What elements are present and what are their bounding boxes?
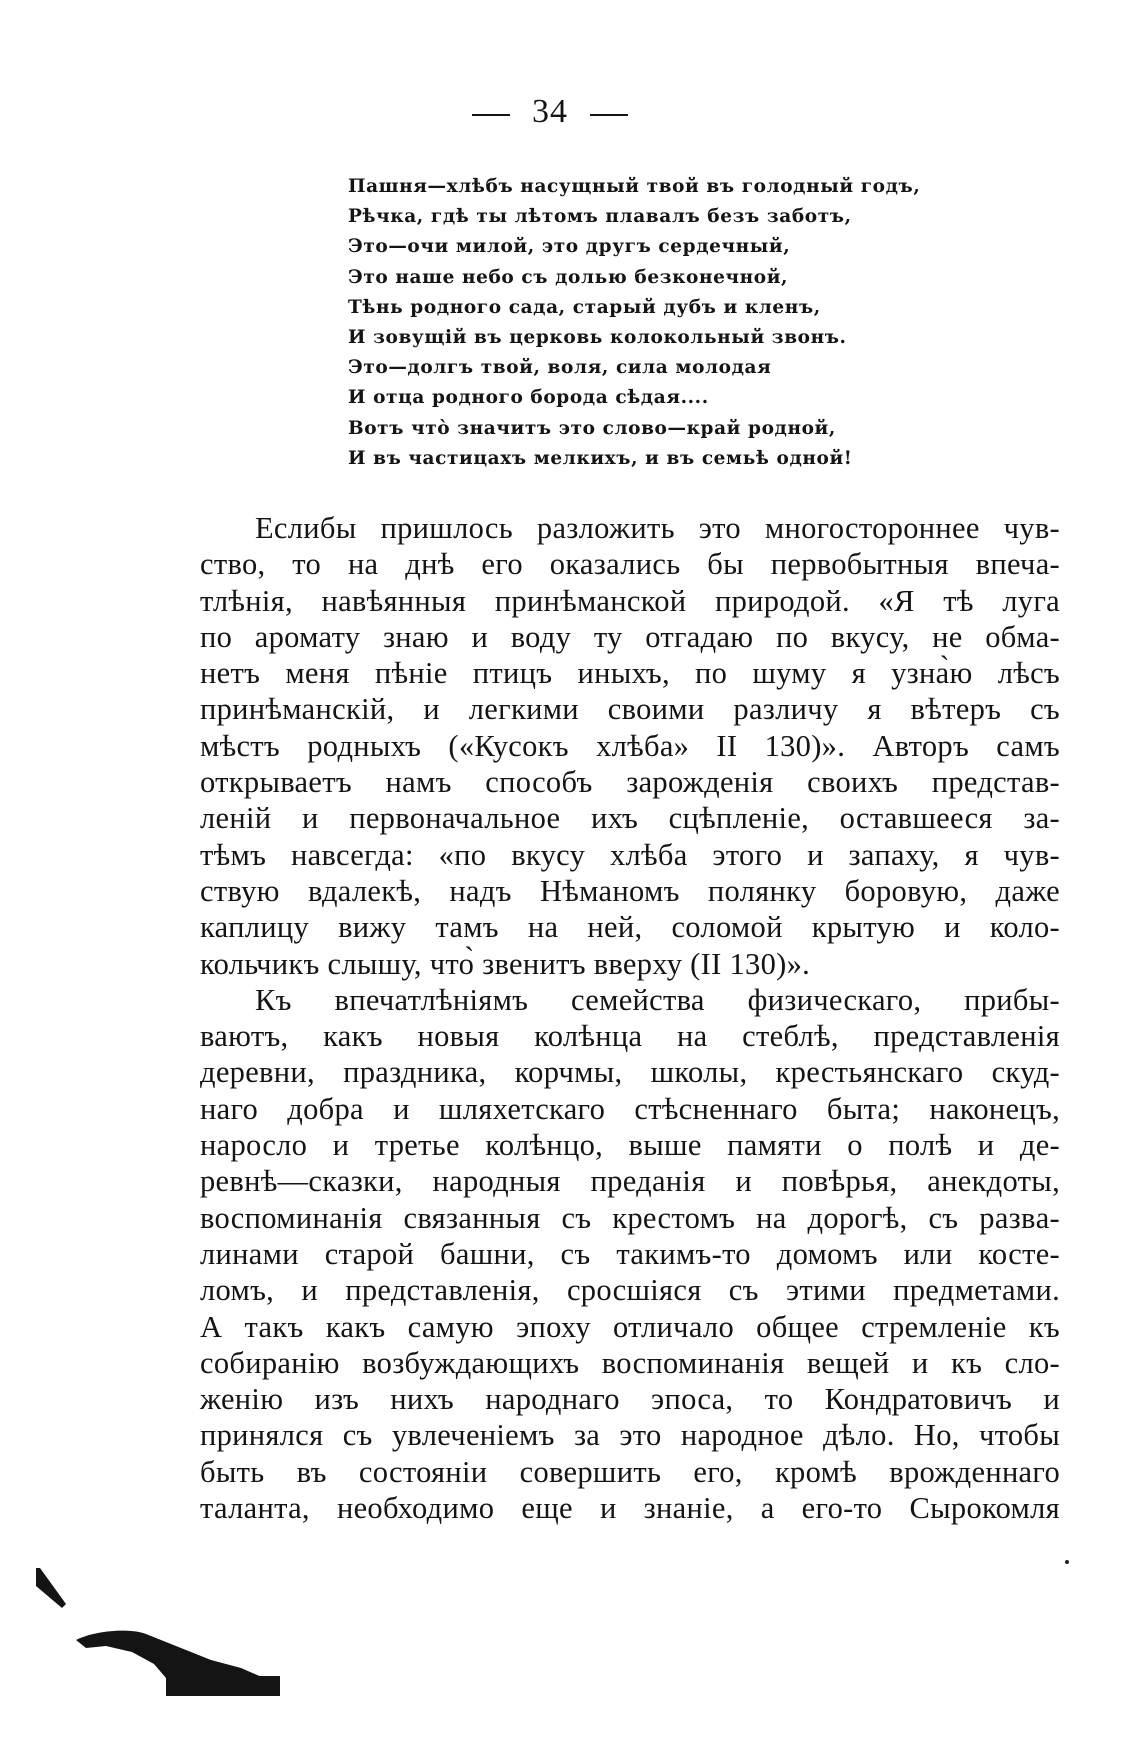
text-line: тлѣнія, навѣянныя принѣманской природой. «Я тѣ луга [200, 583, 1060, 618]
page-number-value: 34 [532, 93, 568, 130]
poem-line: Это наше небо съ долью безконечной, [348, 266, 789, 288]
poem-block [348, 172, 968, 474]
stray-dot-mark [1065, 1560, 1069, 1564]
text-line: ломъ, и представленія, сросшіяся съ этими предметами. [200, 1273, 1060, 1308]
text-line: деревни, праздника, корчмы, школы, крестьянскаго скуд- [200, 1055, 1060, 1090]
text-line: принѣманскій, и легкими своими различу я вѣтеръ съ [200, 692, 1060, 727]
text-line: ваютъ, какъ новыя колѣнца на стеблѣ, представленія [200, 1019, 1060, 1054]
page-number [0, 93, 1120, 131]
paragraph-1 [200, 510, 1060, 982]
poem-line: И отца родного борода сѣдая.... [348, 387, 709, 409]
text-line: Къ впечатлѣніямъ семейства физическаго, прибы- [255, 982, 1060, 1017]
text-line: А такъ какъ самую эпоху отличало общее стремленіе къ [200, 1309, 1060, 1344]
poem-line: И въ частицахъ мелкихъ, и въ семьѣ одной! [348, 447, 853, 469]
right-dash [590, 114, 628, 116]
text-line: принялся съ увлеченіемъ за это народное дѣло. Но, чтобы [200, 1418, 1060, 1453]
text-line: Еслибы пришлось разложить это многостороннее чув- [255, 511, 1060, 545]
text-line: женію изъ нихъ народнаго эпоса, то Кондратовичъ и [200, 1382, 1060, 1417]
text-line: собиранію возбуждающихъ воспоминанія вещей и къ сло- [200, 1345, 1060, 1380]
left-dash [472, 114, 510, 116]
text-line: мѣстъ родныхъ («Кусокъ хлѣба» II 130)». Авторъ самъ [200, 728, 1060, 763]
text-line: воспоминанія связанныя съ крестомъ на дорогѣ, съ развa- [200, 1200, 1060, 1235]
poem-line: И зовущій въ церковь колокольный звонъ. [348, 326, 847, 348]
text-line: ревнѣ—сказки, народныя преданія и повѣрья, анекдоты, [200, 1164, 1060, 1199]
poem-line: Рѣчка, гдѣ ты лѣтомъ плавалъ безъ заботъ, [348, 206, 852, 228]
poem-line: Тѣнь родного сада, старый дубъ и кленъ, [348, 296, 821, 318]
text-line: нетъ меня пѣніе птицъ иныхъ, по шуму я узна̀ю лѣсъ [200, 656, 1060, 691]
text-line: тѣмъ навсегда: «по вкусу хлѣба этого и запаху, я чув- [200, 837, 1060, 872]
text-line: по аромату знаю и воду ту отгадаю по вкусу, не обма- [200, 619, 1060, 654]
text-line: каплицу вижу тамъ на ней, соломой крытую и коло- [200, 910, 1060, 945]
poem-line: Вотъ что̀ значитъ это слово—край родной, [348, 417, 836, 439]
text-line: таланта, необходимо еще и знаніе, а его-то Сырокомля [200, 1491, 1060, 1526]
text-line: наго добра и шляхетскаго стѣсненнаго быта; наконецъ, [200, 1091, 1060, 1126]
poem-line: Это—очи милой, это другъ сердечный, [348, 236, 791, 258]
text-line: линами старой башни, съ такимъ-то домомъ или косте- [200, 1236, 1060, 1271]
text-line: ствую вдалекѣ, надъ Нѣманомъ полянку боровую, даже [200, 873, 1060, 908]
body-text [200, 510, 1060, 1526]
text-line: быть въ состояніи совершить его, кромѣ врожденнаго [200, 1454, 1060, 1489]
text-line: кольчикъ слышу, что̀ звенитъ вверху (II 130)». [200, 946, 811, 981]
text-line: наросло и третье колѣнцо, выше памяти о полѣ и де- [200, 1128, 1060, 1163]
text-line: ство, то на днѣ его оказались бы первобытныя впеча- [200, 547, 1060, 582]
scan-artifact-icon [36, 1568, 286, 1698]
text-line: открываетъ намъ способъ зарожденія своихъ представ- [200, 765, 1060, 800]
poem-line: Пашня—хлѣбъ насущный твой въ голодный годъ, [348, 176, 921, 197]
poem-line: Это—долгъ твой, воля, сила молодая [348, 357, 772, 379]
paragraph-2 [200, 982, 1060, 1526]
text-line: леній и первоначальное ихъ сцѣпленіе, оставшееся за- [200, 801, 1060, 836]
